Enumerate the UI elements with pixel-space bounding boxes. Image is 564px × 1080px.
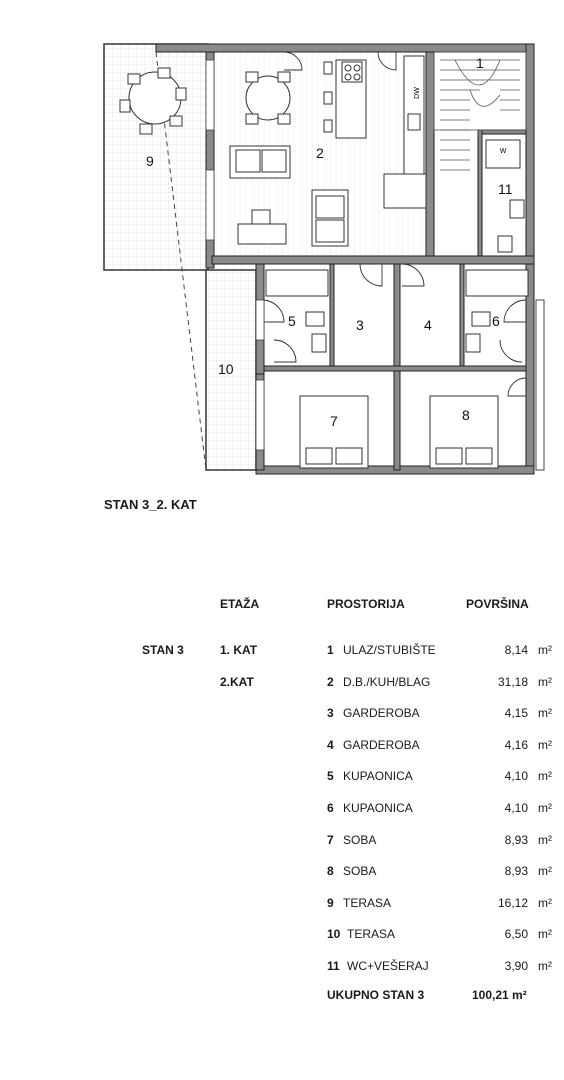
table-row — [0, 706, 564, 726]
area-cell: 8,14 — [504, 643, 528, 657]
total-value: 100,21 m² — [472, 988, 527, 1002]
room-number-cell: 3 — [327, 706, 334, 721]
unit-cell: m² — [538, 674, 552, 689]
table-row — [0, 833, 564, 853]
room-label-2: 2 — [316, 145, 324, 161]
table-row — [0, 927, 564, 947]
table-row — [0, 769, 564, 789]
room-number-cell: 7 — [327, 832, 334, 847]
unit-cell: m² — [538, 706, 552, 721]
room-label-6: 6 — [492, 313, 500, 329]
room-label-8: 8 — [462, 407, 470, 423]
room-number-cell: 6 — [327, 801, 334, 815]
unit-cell: m² — [538, 769, 552, 784]
room-label-10: 10 — [218, 361, 234, 377]
area-cell: 3,90 — [504, 959, 528, 973]
area-cell: 31,18 — [497, 674, 528, 689]
table-row — [0, 864, 564, 884]
room-number-cell: 1 — [327, 643, 334, 657]
table-row — [0, 738, 564, 758]
room-name-cell: ULAZ/STUBIŠTE — [343, 643, 436, 657]
room-number-cell: 4 — [327, 737, 334, 752]
room-number-cell: 5 — [327, 769, 334, 784]
area-cell: 4,10 — [504, 801, 528, 815]
room-name-cell: TERASA — [343, 895, 392, 910]
room-name-cell: GARDEROBA — [343, 737, 420, 752]
room-name-cell: WC+VEŠERAJ — [347, 959, 429, 973]
area-cell: 8,93 — [504, 832, 528, 847]
room-label-4: 4 — [424, 317, 432, 333]
area-cell: 4,10 — [504, 769, 528, 784]
table-row — [0, 675, 564, 695]
floor-cell: 2.KAT — [220, 674, 254, 689]
unit-cell: m² — [538, 895, 552, 910]
room-label-11: 11 — [498, 181, 513, 197]
stan-label: STAN 3 — [142, 643, 184, 657]
room-number-cell: 10 — [327, 927, 341, 942]
unit-cell: m² — [538, 959, 552, 973]
area-cell: 4,16 — [504, 737, 528, 752]
room-label-3: 3 — [356, 317, 364, 333]
header-etaza: ETAŽA — [220, 597, 260, 611]
header-prostorija: PROSTORIJA — [327, 597, 405, 611]
area-cell: 6,50 — [504, 927, 528, 942]
floor-cell: 1. KAT — [220, 643, 258, 657]
room-number-cell: 9 — [327, 895, 334, 910]
unit-cell: m² — [538, 864, 552, 879]
room-name-cell: KUPAONICA — [343, 769, 413, 784]
table-row — [0, 643, 564, 663]
room-number-cell: 8 — [327, 864, 334, 879]
room-name-cell: GARDEROBA — [343, 706, 420, 721]
unit-cell: m² — [538, 737, 552, 752]
w-label: W — [499, 148, 507, 155]
room-label-9: 9 — [146, 153, 154, 169]
room-name-cell: SOBA — [343, 832, 377, 847]
unit-cell: m² — [538, 801, 552, 815]
area-cell: 8,93 — [504, 864, 528, 879]
plan-title: STAN 3_2. KAT — [104, 497, 197, 512]
area-cell: 4,15 — [504, 706, 528, 721]
room-label-5: 5 — [288, 313, 296, 329]
dw-label: DW — [414, 87, 421, 99]
unit-cell: m² — [538, 832, 552, 847]
table-row — [0, 959, 564, 979]
room-number-cell: 2 — [327, 674, 334, 689]
table-row — [0, 896, 564, 916]
table-row — [0, 801, 564, 821]
room-number-cell: 11 — [327, 959, 340, 973]
room-name-cell: SOBA — [343, 864, 377, 879]
floor-plan — [96, 36, 556, 490]
room-label-7: 7 — [330, 413, 338, 429]
area-cell: 16,12 — [497, 895, 528, 910]
total-label: UKUPNO STAN 3 — [327, 988, 425, 1002]
room-label-1: 1 — [476, 55, 484, 71]
unit-cell: m² — [538, 643, 552, 657]
unit-cell: m² — [538, 927, 552, 942]
room-name-cell: D.B./KUH/BLAG — [343, 674, 431, 689]
header-povrsina: POVRŠINA — [466, 597, 529, 611]
dining-table-living — [246, 72, 290, 124]
room-name-cell: KUPAONICA — [343, 801, 413, 815]
room-name-cell: TERASA — [347, 927, 396, 942]
